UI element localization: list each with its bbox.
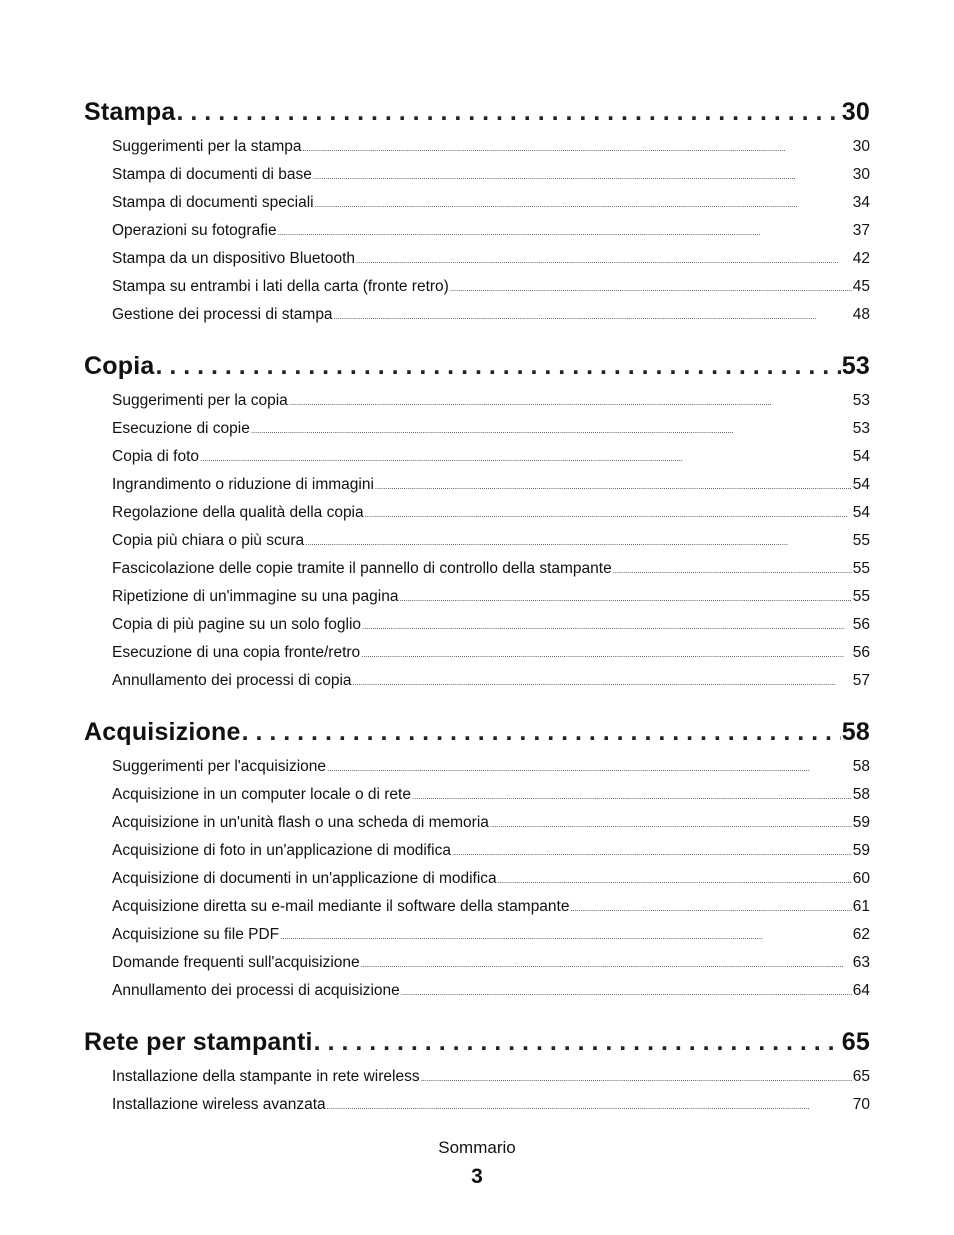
toc-entry[interactable] — [84, 278, 870, 306]
toc-entry[interactable] — [84, 476, 870, 504]
entry-page-number: 62 — [852, 926, 870, 943]
section-title: Stampa — [84, 98, 176, 126]
toc-entry[interactable] — [84, 644, 870, 672]
entry-page-number: 63 — [852, 954, 870, 971]
toc-entry[interactable] — [84, 250, 870, 278]
entry-title: Suggerimenti per la copia — [112, 392, 288, 409]
entry-title: Acquisizione in un'unità flash o una scheda di memoria — [112, 814, 489, 831]
entry-title: Acquisizione diretta su e-mail mediante il software della stampante — [112, 898, 570, 915]
section-title: Acquisizione — [84, 718, 241, 746]
entry-title: Operazioni su fotografie — [112, 222, 277, 239]
dot-leader — [200, 454, 852, 463]
dot-leader — [452, 848, 852, 857]
toc-entry[interactable] — [84, 616, 870, 644]
dot-leader — [613, 566, 852, 575]
dot-leader — [361, 650, 852, 659]
dot-leader — [412, 792, 852, 801]
entry-title: Acquisizione di foto in un'applicazione di modifica — [112, 842, 451, 859]
entry-page-number: 53 — [852, 392, 870, 409]
toc-entry[interactable] — [84, 560, 870, 588]
dot-leader — [421, 1074, 852, 1083]
entry-title: Copia di foto — [112, 448, 200, 465]
toc-entry[interactable] — [84, 758, 870, 786]
entry-page-number: 64 — [852, 982, 870, 999]
dot-leader — [353, 678, 852, 687]
toc-entry[interactable] — [84, 672, 870, 700]
entry-title: Acquisizione di documenti in un'applicazione di modifica — [112, 870, 497, 887]
dot-leader — [289, 398, 852, 407]
toc-entry[interactable] — [84, 1068, 870, 1096]
dot-leader — [278, 228, 852, 237]
toc-entry[interactable] — [84, 814, 870, 842]
entry-page-number: 42 — [852, 250, 870, 267]
entry-page-number: 65 — [852, 1068, 870, 1085]
dot-leader — [305, 538, 852, 547]
dot-leader — [315, 200, 852, 209]
entry-page-number: 30 — [852, 138, 870, 155]
entry-title: Fascicolazione delle copie tramite il pannello di controllo della stampante — [112, 560, 612, 577]
section-heading[interactable] — [84, 352, 870, 392]
dot-leader — [155, 352, 840, 381]
entry-page-number: 54 — [852, 504, 870, 521]
dot-leader — [362, 622, 852, 631]
toc-entry[interactable] — [84, 954, 870, 982]
entry-page-number: 54 — [852, 448, 870, 465]
entry-title: Stampa di documenti speciali — [112, 194, 314, 211]
entry-page-number: 55 — [852, 560, 870, 577]
entry-page-number: 45 — [852, 278, 870, 295]
toc-entry[interactable] — [84, 982, 870, 1010]
toc-section — [84, 98, 870, 334]
entry-page-number: 53 — [852, 420, 870, 437]
dot-leader — [314, 1028, 841, 1057]
page-number: 3 — [471, 1165, 483, 1188]
toc-entry[interactable] — [84, 786, 870, 814]
section-page-number: 58 — [841, 718, 870, 746]
entry-title: Stampa di documenti di base — [112, 166, 312, 183]
toc-entry[interactable] — [84, 420, 870, 448]
toc-entry[interactable] — [84, 194, 870, 222]
dot-leader — [251, 426, 852, 435]
entry-page-number: 37 — [852, 222, 870, 239]
entry-title: Stampa da un dispositivo Bluetooth — [112, 250, 355, 267]
entry-title: Domande frequenti sull'acquisizione — [112, 954, 360, 971]
entry-page-number: 55 — [852, 532, 870, 549]
dot-leader — [375, 482, 852, 491]
dot-leader — [313, 172, 852, 181]
toc-entry[interactable] — [84, 870, 870, 898]
entry-title: Ingrandimento o riduzione di immagini — [112, 476, 374, 493]
dot-leader — [401, 988, 852, 997]
footer-label: Sommario — [438, 1138, 516, 1157]
section-page-number: 65 — [841, 1028, 870, 1056]
entry-page-number: 70 — [852, 1096, 870, 1113]
entry-page-number: 59 — [852, 842, 870, 859]
toc-entry[interactable] — [84, 842, 870, 870]
toc-entry[interactable] — [84, 588, 870, 616]
dot-leader — [361, 960, 852, 969]
toc-entry[interactable] — [84, 392, 870, 420]
entry-page-number: 30 — [852, 166, 870, 183]
dot-leader — [327, 764, 852, 773]
section-heading[interactable] — [84, 98, 870, 138]
entry-title: Suggerimenti per l'acquisizione — [112, 758, 327, 775]
entry-title: Installazione wireless avanzata — [112, 1096, 326, 1113]
dot-leader — [570, 904, 851, 913]
entry-title: Acquisizione in un computer locale o di rete — [112, 786, 411, 803]
toc-entry[interactable] — [84, 138, 870, 166]
dot-leader — [450, 284, 852, 293]
entry-page-number: 58 — [852, 758, 870, 775]
dot-leader — [334, 312, 852, 321]
table-of-contents — [84, 98, 870, 1124]
entry-page-number: 56 — [852, 616, 870, 633]
toc-section — [84, 718, 870, 1010]
toc-entry[interactable] — [84, 448, 870, 476]
dot-leader — [280, 932, 852, 941]
toc-entry[interactable] — [84, 222, 870, 250]
entry-title: Ripetizione di un'immagine su una pagina — [112, 588, 399, 605]
entry-page-number: 48 — [852, 306, 870, 323]
entry-page-number: 61 — [852, 898, 870, 915]
toc-entry[interactable] — [84, 898, 870, 926]
toc-entry[interactable] — [84, 306, 870, 334]
toc-entry[interactable] — [84, 166, 870, 194]
entry-title: Gestione dei processi di stampa — [112, 306, 333, 323]
entry-title: Esecuzione di copie — [112, 420, 250, 437]
toc-entry[interactable] — [84, 532, 870, 560]
dot-leader — [177, 98, 841, 127]
toc-section — [84, 1028, 870, 1124]
dot-leader — [365, 510, 852, 519]
entry-title: Esecuzione di una copia fronte/retro — [112, 644, 361, 661]
entry-page-number: 55 — [852, 588, 870, 605]
entry-page-number: 60 — [852, 870, 870, 887]
dot-leader — [399, 594, 851, 603]
entry-page-number: 34 — [852, 194, 870, 211]
toc-entry[interactable] — [84, 1096, 870, 1124]
entry-title: Stampa su entrambi i lati della carta (fronte retro) — [112, 278, 449, 295]
entry-title: Suggerimenti per la stampa — [112, 138, 302, 155]
entry-page-number: 58 — [852, 786, 870, 803]
toc-section — [84, 352, 870, 700]
entry-title: Copia di più pagine su un solo foglio — [112, 616, 362, 633]
entry-title: Annullamento dei processi di copia — [112, 672, 352, 689]
toc-entry[interactable] — [84, 926, 870, 954]
entry-title: Acquisizione su file PDF — [112, 926, 280, 943]
section-page-number: 53 — [841, 352, 870, 380]
entry-page-number: 59 — [852, 814, 870, 831]
section-heading[interactable] — [84, 1028, 870, 1068]
entry-page-number: 57 — [852, 672, 870, 689]
entry-page-number: 54 — [852, 476, 870, 493]
dot-leader — [498, 876, 852, 885]
entry-page-number: 56 — [852, 644, 870, 661]
toc-entry[interactable] — [84, 504, 870, 532]
dot-leader — [356, 256, 852, 265]
entry-title: Copia più chiara o più scura — [112, 532, 305, 549]
dot-leader — [303, 144, 852, 153]
entry-title: Annullamento dei processi di acquisizione — [112, 982, 400, 999]
section-title: Rete per stampanti — [84, 1028, 313, 1056]
dot-leader — [490, 820, 852, 829]
entry-title: Regolazione della qualità della copia — [112, 504, 364, 521]
section-heading[interactable] — [84, 718, 870, 758]
entry-title: Installazione della stampante in rete wireless — [112, 1068, 420, 1085]
section-page-number: 30 — [841, 98, 870, 126]
dot-leader — [242, 718, 841, 747]
dot-leader — [327, 1102, 852, 1111]
section-title: Copia — [84, 352, 155, 380]
